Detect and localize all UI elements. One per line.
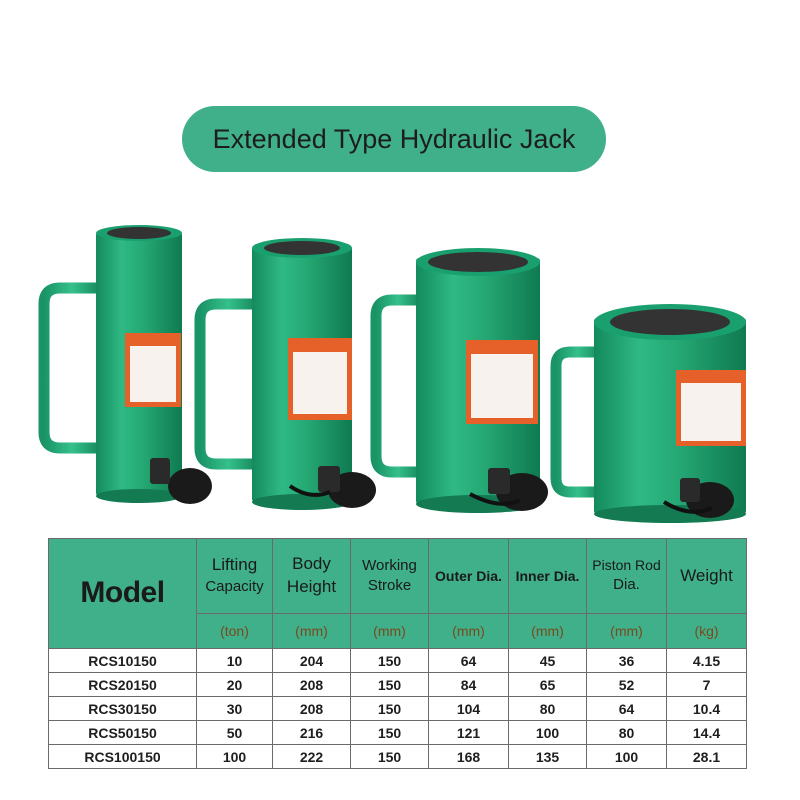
cell-model: RCS30150 — [49, 697, 197, 721]
cell: 104 — [429, 697, 509, 721]
header-weight: Weight — [667, 539, 747, 614]
table-header-row — [49, 539, 747, 614]
cell: 28.1 — [667, 745, 747, 769]
cell-model: RCS20150 — [49, 673, 197, 697]
cell: 135 — [509, 745, 587, 769]
cell: 100 — [197, 745, 273, 769]
header-lifting-line1: Lifting — [211, 555, 258, 575]
header-piston-line2: Dia. — [613, 576, 640, 594]
header-outer-dia: Outer Dia. — [429, 539, 509, 614]
cell: 80 — [587, 721, 667, 745]
cell: 150 — [351, 745, 429, 769]
cell: 216 — [273, 721, 351, 745]
unit-cell: (mm) — [273, 614, 351, 649]
cell: 52 — [587, 673, 667, 697]
cell: 64 — [429, 649, 509, 673]
unit-cell: (mm) — [429, 614, 509, 649]
cell: 36 — [587, 649, 667, 673]
cell-model: RCS50150 — [49, 721, 197, 745]
cell: 84 — [429, 673, 509, 697]
header-piston-rod-dia — [587, 539, 667, 614]
header-lifting-capacity — [197, 539, 273, 614]
cell: 80 — [509, 697, 587, 721]
header-model: Model — [49, 539, 197, 649]
cell: 50 — [197, 721, 273, 745]
header-working-line2: Stroke — [367, 577, 412, 594]
header-piston-line1: Piston Rod — [592, 557, 661, 574]
cell: 150 — [351, 721, 429, 745]
cell: 10.4 — [667, 697, 747, 721]
unit-cell: (mm) — [587, 614, 667, 649]
cell: 100 — [509, 721, 587, 745]
page-title: Extended Type Hydraulic Jack — [212, 123, 576, 154]
cell: 20 — [197, 673, 273, 697]
cell-model: RCS10150 — [49, 649, 197, 673]
cell: 204 — [273, 649, 351, 673]
cell: 222 — [273, 745, 351, 769]
cell: 208 — [273, 697, 351, 721]
table-row — [49, 649, 747, 673]
cell: 150 — [351, 649, 429, 673]
unit-cell: (ton) — [197, 614, 273, 649]
cell: 150 — [351, 697, 429, 721]
cell-model: RCS100150 — [49, 745, 197, 769]
hydraulic-jack-3 — [376, 248, 548, 513]
cell: 208 — [273, 673, 351, 697]
cell: 30 — [197, 697, 273, 721]
cell: 65 — [509, 673, 587, 697]
cell: 45 — [509, 649, 587, 673]
cell: 121 — [429, 721, 509, 745]
header-lifting-line2: Capacity — [205, 578, 264, 596]
cell: 150 — [351, 673, 429, 697]
header-inner-dia: Inner Dia. — [509, 539, 587, 614]
title-banner — [182, 106, 606, 172]
hydraulic-jack-4 — [556, 304, 746, 523]
cell: 10 — [197, 649, 273, 673]
header-body-line2: Height — [286, 577, 337, 596]
table-row — [49, 745, 747, 769]
table-row — [49, 697, 747, 721]
unit-cell: (kg) — [667, 614, 747, 649]
hydraulic-jack-1 — [44, 225, 212, 504]
table-row — [49, 673, 747, 697]
header-body-line1: Body — [292, 554, 331, 574]
header-body-height — [273, 539, 351, 614]
cell: 168 — [429, 745, 509, 769]
cell: 4.15 — [667, 649, 747, 673]
unit-cell: (mm) — [351, 614, 429, 649]
cell: 64 — [587, 697, 667, 721]
header-working-stroke — [351, 539, 429, 614]
cell: 7 — [667, 673, 747, 697]
cell: 100 — [587, 745, 667, 769]
header-working-line1: Working — [362, 556, 417, 574]
table-row — [49, 721, 747, 745]
cell: 14.4 — [667, 721, 747, 745]
unit-cell: (mm) — [509, 614, 587, 649]
product-image — [0, 190, 800, 530]
spec-table — [48, 538, 747, 769]
hydraulic-jack-2 — [200, 238, 376, 510]
